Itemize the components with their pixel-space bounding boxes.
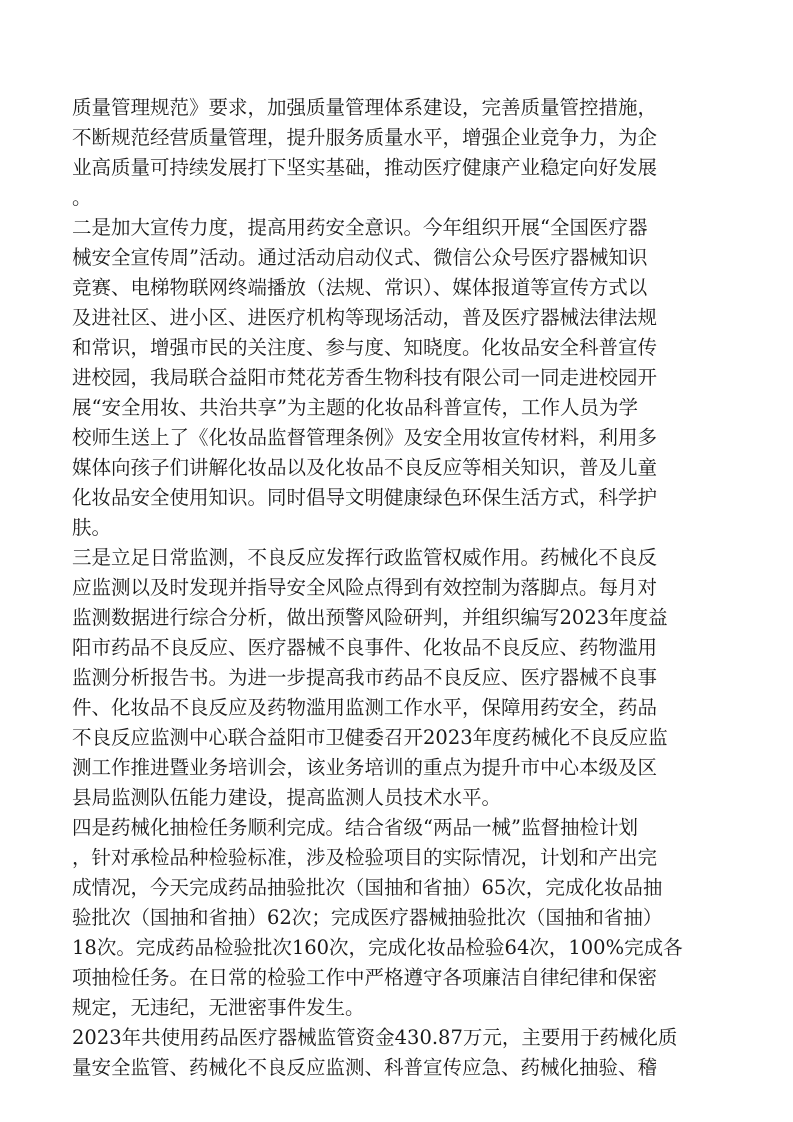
text-line: 不良反应监测中心联合益阳市卫健委召开2023年度药械化不良反应监: [72, 726, 668, 749]
text-line: 二是加大宣传力度，提高用药安全意识。今年组织开展“全国医疗器: [72, 216, 648, 239]
text-line: 校师生送上了《化妆品监督管理条例》及安全用妆宣传材料，利用多: [72, 426, 658, 449]
text-line: 和常识，增强市民的关注度、参与度、知晓度。化妆品安全科普宣传: [72, 336, 658, 359]
text-line: 展“安全用妆、共治共享”为主题的化妆品科普宣传，工作人员为学: [72, 396, 638, 419]
text-line: 监测分析报告书。为进一步提高我市药品不良反应、医疗器械不良事: [72, 666, 658, 689]
text-line: 验批次（国抽和省抽）62次；完成医疗器械抽验批次（国抽和省抽）: [72, 906, 663, 929]
text-line: 规定，无违纪，无泄密事件发生。: [72, 996, 365, 1019]
text-line: 四是药械化抽检任务顺利完成。结合省级“两品一械”监督抽检计划: [72, 816, 638, 839]
text-line: 肤。: [72, 516, 112, 539]
text-line: 县局监测队伍能力建设，提高监测人员技术水平。: [72, 786, 502, 809]
text-line: 2023年共使用药品医疗器械监管资金430.87万元，主要用于药械化质: [72, 1026, 678, 1049]
text-line: 竞赛、电梯物联网终端播放（法规、常识）、媒体报道等宣传方式以: [72, 276, 648, 299]
text-line: 进校园，我局联合益阳市梵花芳香生物科技有限公司一同走进校园开: [72, 366, 658, 389]
text-line: 业高质量可持续发展打下坚实基础，推动医疗健康产业稳定向好发展: [72, 156, 658, 179]
document-body: [72, 93, 722, 1083]
text-line: 媒体向孩子们讲解化妆品以及化妆品不良反应等相关知识，普及儿童: [72, 456, 658, 479]
text-line: 项抽检任务。在日常的检验工作中严格遵守各项廉洁自律纪律和保密: [72, 966, 658, 989]
text-line: 及进社区、进小区、进医疗机构等现场活动，普及医疗器械法律法规: [72, 306, 658, 329]
text-line: 质量管理规范》要求，加强质量管理体系建设，完善质量管控措施，: [72, 96, 658, 119]
text-line: 三是立足日常监测，不良反应发挥行政监管权威作用。药械化不良反: [72, 546, 658, 569]
text-line: 阳市药品不良反应、医疗器械不良事件、化妆品不良反应、药物滥用: [72, 636, 658, 659]
text-line: 械安全宣传周”活动。通过活动启动仪式、微信公众号医疗器械知识: [72, 246, 648, 269]
text-line: 成情况，今天完成药品抽验批次（国抽和省抽）65次，完成化妆品抽: [72, 876, 663, 899]
text-line: 量安全监管、药械化不良反应监测、科普宣传应急、药械化抽验、稽: [72, 1056, 658, 1079]
text-line: 不断规范经营质量管理，提升服务质量水平，增强企业竞争力，为企: [72, 126, 658, 149]
text-line: 监测数据进行综合分析，做出预警风险研判，并组织编写2023年度益: [72, 606, 668, 629]
text-line: 件、化妆品不良反应及药物滥用监测工作水平，保障用药安全，药品: [72, 696, 658, 719]
text-line: ，针对承检品种检验标准，涉及检验项目的实际情况，计划和产出完: [72, 846, 658, 869]
text-line: 。: [72, 186, 92, 209]
text-line: 应监测以及时发现并指导安全风险点得到有效控制为落脚点。每月对: [72, 576, 658, 599]
text-line: 18次。完成药品检验批次160次，完成化妆品检验64次，100%完成各: [72, 936, 683, 959]
text-line: 测工作推进暨业务培训会，该业务培训的重点为提升市中心本级及区: [72, 756, 658, 779]
text-line: 化妆品安全使用知识。同时倡导文明健康绿色环保生活方式，科学护: [72, 486, 658, 509]
